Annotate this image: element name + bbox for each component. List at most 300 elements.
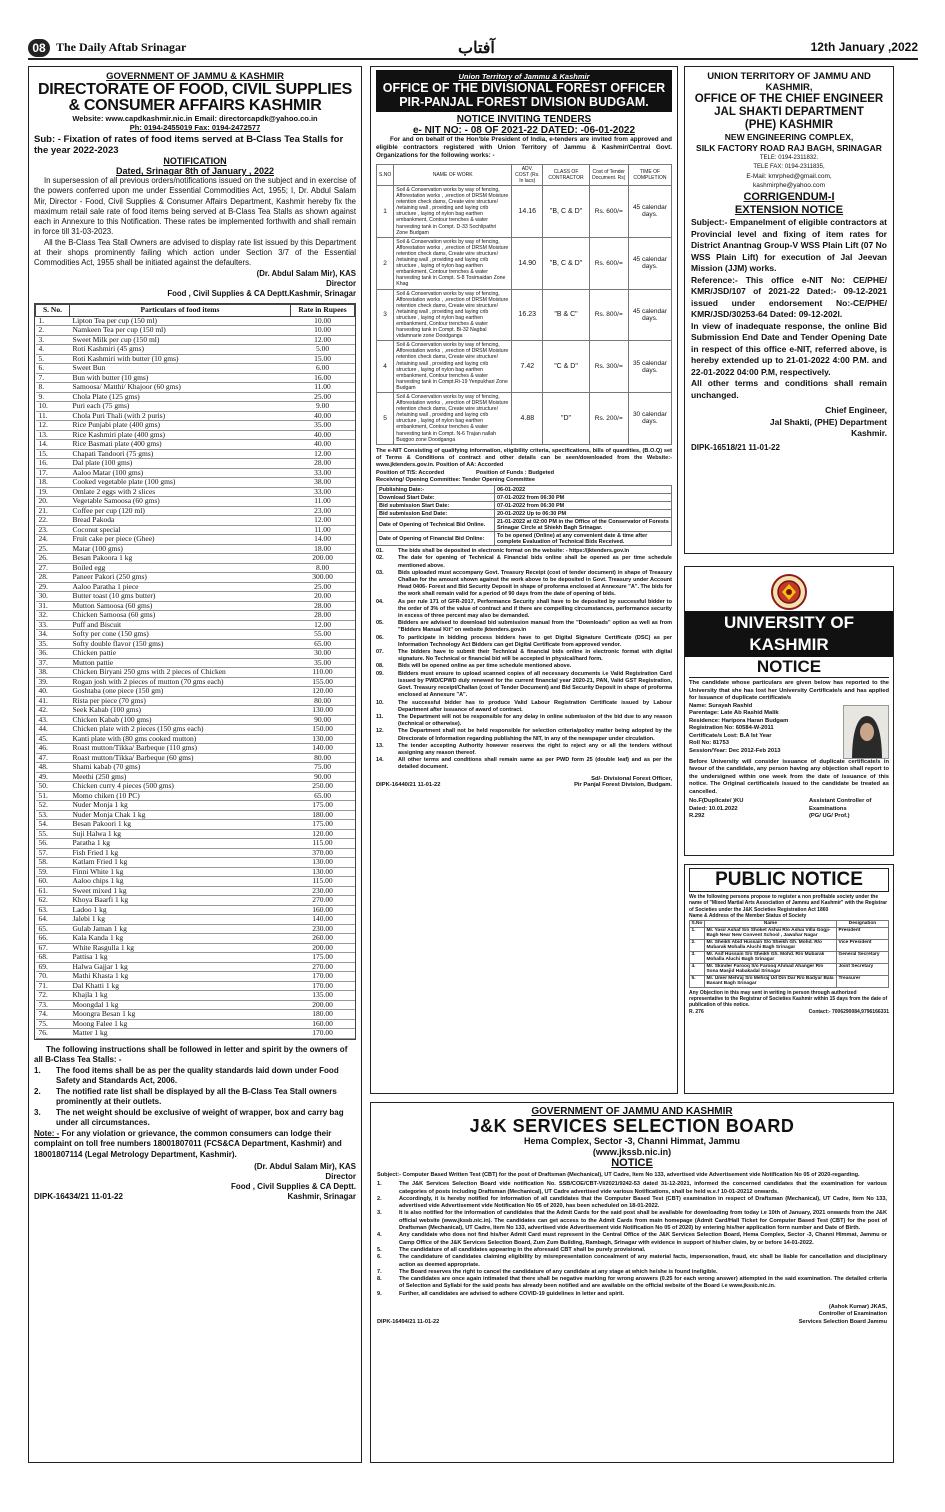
item-sno: 67. <box>36 943 70 953</box>
item-rate: 200.00 <box>291 554 355 564</box>
item-name: Chicken pattie <box>70 649 291 659</box>
candidate-field: Residence: Haripora Haran Budgam <box>689 717 789 724</box>
clause-number: 10. <box>376 699 384 706</box>
clause-item <box>376 743 672 757</box>
jkssb-item-text: Accordingly, it is hereby notified for information of all candidates that the Computer Based Test (CBT) examination in respect of Draftsman (Mechanical), UT Cadre, Item No 133, advertised vide Advertisement vide Notification No 05 of 2020, has been scheduled on 18-01-2022. <box>399 1195 887 1210</box>
item-rate: 16.00 <box>291 373 355 383</box>
jkssb-item-text: The J&K Services Selection Board vide notification No. SSB/COE/CBT-VI/2021/9242-53 dated 31-12-2021, informed the concerned candidates that the examination for various categories of posts including Draftsman (Mechanical), UT Cadre advertised vide various Notifications, shall be held w.e.f 10-01-20212 onwards. <box>399 1181 887 1195</box>
university-notice-heading: NOTICE <box>689 657 889 678</box>
jkssb-title: J&K SERVICES SELECTION BOARD <box>469 1116 795 1136</box>
item-rate: 25.00 <box>291 582 355 592</box>
item-name: Rice Punjabi plate (400 gms) <box>70 421 291 431</box>
tender-cell: "B & C" <box>543 289 589 341</box>
item-name: Chicken Samoosa (60 gms) <box>70 611 291 621</box>
phe-line2: OFFICE OF THE CHIEF ENGINEER <box>694 93 884 105</box>
item-name: Boiled egg <box>70 563 291 573</box>
phe-email2: kashmirphe@yahoo.com <box>753 182 825 189</box>
tender-col-header: NAME OF WORK <box>394 165 512 186</box>
table-row <box>36 402 355 412</box>
clause-number: 01. <box>376 548 384 555</box>
forest-dipk: DIPK-16440/21 11-01-22 <box>376 781 441 788</box>
item-sno: 30. <box>36 592 70 602</box>
item-sno: 50. <box>36 782 70 792</box>
table-row <box>36 649 355 659</box>
item-sno: 65. <box>36 924 70 934</box>
tender-cell: 4.88 <box>512 393 543 445</box>
jkssb-item-number: 3. <box>377 1210 382 1217</box>
item-sno: 66. <box>36 934 70 944</box>
table-row <box>36 383 355 393</box>
item-sno: 61. <box>36 886 70 896</box>
public-notice-intro: We the following persons propose to register a non profitable society under the name of "Mixed Martial Arts Association of Jammu and Kashmir" with the Registrar of Societies under the J&K Societies Registration Act 1860 <box>689 894 888 913</box>
item-name: Bread Pakoda <box>70 516 291 526</box>
tender-cell: "D" <box>543 393 589 445</box>
table-row <box>36 1010 355 1020</box>
item-name: Roti Kashmiri with butter (10 gms) <box>70 354 291 364</box>
jkssb-notice-heading: NOTICE <box>611 1157 653 1169</box>
item-sno: 42. <box>36 706 70 716</box>
food-rate-table <box>34 303 356 1040</box>
phe-subject: Subject:- Empanelment of eligible contractors at Provincial level and fixing of item rates for District Anantnag Group-V WSS Plain Lift (07 No WSS Plain Lift) for execution of Jal Jeevan Mission (JJM) works. <box>691 217 887 273</box>
item-sno: 52. <box>36 801 70 811</box>
item-rate: 80.00 <box>291 753 355 763</box>
tender-cell: 4 <box>377 341 394 393</box>
public-notice-advertisement <box>684 864 894 1094</box>
item-rate: 28.00 <box>291 611 355 621</box>
candidate-field: Parentage: Late Ab Rashid Malik <box>689 710 779 716</box>
tender-cell: Soil & Conservation works by way of fencing, Afforestation works , ,erection of DRSM Moisture retention check dams, Create wire structure/ /retaining wall , providing and laying crib structure , laying of nylon bag earthen embankment, Contour trenches & water harvesting tank in Compt. S-8 Tosimaidan Zone Khag <box>394 237 512 289</box>
table-row <box>36 620 355 630</box>
table-row <box>36 1000 355 1010</box>
uok-sig2: Examinations <box>809 805 847 812</box>
item-rate: 55.00 <box>291 630 355 640</box>
item-sno: 6. <box>36 364 70 374</box>
jkssb-item-number: 5. <box>377 1246 382 1253</box>
subject: Sub: - Fixation of rates of food items served at B-Class Tea Stalls for the year 2022-2023 <box>34 134 344 156</box>
table-row <box>36 601 355 611</box>
tender-cell: 45 calendar days. <box>628 237 671 289</box>
jkssb-item <box>377 1232 887 1247</box>
para-display: All the B-Class Tea Stall Owners are advised to display rate list issued by this Department at their shops prominently failing which action under Section 3/7 of the Essential Commodities Act, 1955 shall be initiated against the defaulters. <box>34 237 356 268</box>
table-row <box>36 981 355 991</box>
candidate-field: Session/Year: Dec 2012-Feb 2013 <box>689 747 781 754</box>
jkssb-item <box>377 1254 887 1269</box>
clause-item <box>376 663 672 670</box>
clause-item <box>376 700 672 714</box>
item-sno: 55. <box>36 829 70 839</box>
table-row <box>36 373 355 383</box>
date-value: 21-01-2022 at 02:00 PM in the Office of the Conservator of Forests Srinagar Circle at Shiekh Bagh Srinagar. <box>495 518 672 532</box>
table-row <box>377 237 672 289</box>
member-cell: General Secretary <box>837 951 889 963</box>
item-rate: 30.00 <box>291 649 355 659</box>
item-sno: 28. <box>36 573 70 583</box>
signatory-designation: Director <box>326 278 356 288</box>
place: Kashmir, Srinagar <box>287 1192 356 1202</box>
item-rate: 25.00 <box>291 392 355 402</box>
table-row <box>36 848 355 858</box>
item-name: Bun with butter (10 gms) <box>70 373 291 383</box>
public-notice-title: PUBLIC NOTICE <box>689 868 889 892</box>
tender-cell: Rs. 800/= <box>589 289 628 341</box>
item-name: Seek Kabab (100 gms) <box>70 706 291 716</box>
phe-line3: JAL SHAKTI DEPARTMENT <box>714 106 864 118</box>
tender-col-header: Cost of Tender Document. Rs) <box>589 165 628 186</box>
table-row <box>36 839 355 849</box>
clause-number: 04. <box>376 598 384 605</box>
dfo-sig-2: Pir Panjal Forest Division, Budgam. <box>574 781 672 788</box>
signatory-dept: Food , Civil Supplies & CA Deptt.Kashmir, Srinagar <box>167 289 356 299</box>
university-title: UNIVERSITY OF KASHMIR <box>685 611 893 657</box>
item-sno: 44. <box>36 725 70 735</box>
item-name: Sweet Milk per cup (150 ml) <box>70 335 291 345</box>
table-row <box>36 810 355 820</box>
table-row <box>36 953 355 963</box>
issue-date: 12th January ,2022 <box>810 40 918 54</box>
item-sno: 24. <box>36 535 70 545</box>
table-row <box>36 677 355 687</box>
item-rate: 260.00 <box>291 934 355 944</box>
clause-text: The successful bidder has to produce Valid Labour Registration Certificate issued by Labour Department after issuance of award of contract. <box>398 699 672 713</box>
table-row <box>36 411 355 421</box>
position-funds: Position of Funds : Budgeted <box>476 469 554 476</box>
table-row <box>36 905 355 915</box>
table-row <box>36 316 355 326</box>
works-table <box>376 164 672 445</box>
item-name: Rice Basmati plate (400 gms) <box>70 440 291 450</box>
item-sno: 12. <box>36 421 70 431</box>
jkssb-item <box>377 1196 887 1211</box>
jkssb-sig1: (Ashok Kumar) JKAS, <box>828 1304 887 1311</box>
table-row <box>377 341 672 393</box>
item-name: Paneer Pakori (250 gms) <box>70 573 291 583</box>
table-row <box>36 991 355 1001</box>
clause-item <box>376 728 672 742</box>
clause-item <box>376 649 672 663</box>
item-rate: 23.00 <box>291 506 355 516</box>
clause-number: 12. <box>376 728 384 735</box>
phe-extension-text: In view of inadequate response, the online Bid Submission End Date and Tender Opening Date in respect of this office e-NIT, referred above, is hereby extended up to 21-01-2022 4:00 P.M. and 22-01-2022 04:00 P.M, respectively. <box>691 320 887 377</box>
table-row <box>36 525 355 535</box>
note <box>34 1129 356 1161</box>
item-name: Aaloo chips 1 kg <box>70 877 291 887</box>
jkssb-item-number: 1. <box>377 1181 382 1188</box>
table-row <box>36 1029 355 1039</box>
item-sno: 40. <box>36 687 70 697</box>
candidate-particulars <box>689 703 843 759</box>
item-rate: 65.00 <box>291 639 355 649</box>
item-sno: 59. <box>36 867 70 877</box>
item-rate: 160.00 <box>291 1019 355 1029</box>
table-row <box>36 753 355 763</box>
item-rate: 6.00 <box>291 364 355 374</box>
clause-text: The tender accepting Authority however reserves the right to reject any or all the tenders without assigning any reason thereof. <box>398 742 672 756</box>
item-sno: 72. <box>36 991 70 1001</box>
item-name: Samoosa/ Matthi/ Khajoor (60 gms) <box>70 383 291 393</box>
table-row <box>36 563 355 573</box>
date-label: Bid submission End Date: <box>377 510 495 518</box>
item-rate: 8.00 <box>291 563 355 573</box>
uok-r: R.292 <box>689 813 705 819</box>
jkssb-item-number: 6. <box>377 1254 382 1261</box>
item-sno: 20. <box>36 497 70 507</box>
clause-number: 07. <box>376 649 384 656</box>
item-rate: 120.00 <box>291 687 355 697</box>
item-rate: 230.00 <box>291 886 355 896</box>
item-name: Momo chiken (10 PC) <box>70 791 291 801</box>
jkssb-item-text: The candidature of candidates claiming eligibility by misrepresentation concealment of any material facts, impersonation, fraud, etc shall be liable for cancellation and disciplinary action as deemed appropriate. <box>399 1254 887 1268</box>
tender-cell: 45 calendar days. <box>628 186 671 238</box>
item-sno: 47. <box>36 753 70 763</box>
uok-no: No.F(Duplicate/ )KU <box>689 798 744 804</box>
tender-cell: 1 <box>377 186 394 238</box>
clause-item <box>376 555 672 569</box>
table-row <box>36 858 355 868</box>
university-notice-body <box>685 678 893 823</box>
item-rate: 110.00 <box>291 668 355 678</box>
dipk-number: DIPK-16434/21 11-01-22 <box>34 1192 123 1202</box>
member-cell: 2. <box>690 939 705 951</box>
item-name: Ladoo 1 kg <box>70 905 291 915</box>
office-title-1: OFFICE OF THE DIVISIONAL FOREST OFFICER <box>382 81 666 95</box>
item-name: Matar (100 gms) <box>70 544 291 554</box>
item-rate: 175.00 <box>291 953 355 963</box>
table-row <box>36 972 355 982</box>
phe-sig3: Kashmir. <box>851 428 887 438</box>
item-rate: 160.00 <box>291 905 355 915</box>
clause-text: The bids shall be deposited in electronic format on the website: - https://jktenders.gov.in <box>398 548 630 555</box>
clause-text: Bidders must ensure to upload scanned copies of all necessary documents i.e Valid Registration Card issued by PWD/CPWD duly renewed for the current financial year 2020-21, PAN, Valid GST Registration, Govt. Treasury receipt/Challan (cost of Tender Document) and Bid Security Deposit in shape of proforma enclosed at Annexure "A". <box>398 670 672 699</box>
item-rate: 90.00 <box>291 772 355 782</box>
item-rate: 140.00 <box>291 744 355 754</box>
item-sno: 15. <box>36 449 70 459</box>
table-row <box>36 326 355 336</box>
nit-number: e- NIT NO: - 08 OF 2021-22 DATED: -06-01-2022 <box>412 125 636 136</box>
member-cell: 3. <box>690 951 705 963</box>
item-rate: 35.00 <box>291 421 355 431</box>
table-row <box>36 687 355 697</box>
item-rate: 9.00 <box>291 402 355 412</box>
table-row <box>36 668 355 678</box>
public-notice-footer: Any Objection in this may sent in writing in person through authorized representative to the Registrar of Societies Kashmir within 15 days from the date of publication of this notice. <box>689 989 888 1009</box>
tender-intro: For and on behalf of the Hon'ble President of India, e-tenders are invited from approved and eligible contractors registered with Union Territory of Jammu & Kashmir/Central Govt. Organizations for the following works: - <box>376 136 672 159</box>
page-number-badge: 08 <box>28 39 50 57</box>
item-sno: 11. <box>36 411 70 421</box>
item-rate: 180.00 <box>291 1010 355 1020</box>
tender-cell: Soil & Conservation works by way of fencing, Afforestation works , ,erection of DRSM Moisture retention check dams, Create wire structure/ /retaining wall , providing and laying crib structure , laying of nylon bag earthen embankment, Contour trenches & water harvesting tank in Compt. D-33 Sochlipathri Zone Budgam <box>394 186 512 238</box>
item-sno: 58. <box>36 858 70 868</box>
clause-item <box>376 548 672 555</box>
nit-heading: NOTICE INVITING TENDERS <box>456 114 592 125</box>
item-sno: 51. <box>36 791 70 801</box>
table-row <box>36 459 355 469</box>
table-row <box>36 630 355 640</box>
item-name: Chicken plate with 2 pieces (150 gms each) <box>70 725 291 735</box>
table-row <box>36 734 355 744</box>
item-sno: 43. <box>36 715 70 725</box>
jkssb-item-number: 9. <box>377 1290 382 1297</box>
clause-item <box>376 570 672 599</box>
item-name: Moongra Besan 1 kg <box>70 1010 291 1020</box>
item-sno: 54. <box>36 820 70 830</box>
tender-col-header: S.NO <box>377 165 394 186</box>
table-row <box>377 518 672 532</box>
item-sno: 2. <box>36 326 70 336</box>
tender-cell: "B, C & D" <box>543 186 589 238</box>
jkssb-item-text: The candidates are once again intimated that there shall be negative marking for wrong answers (0.25 for each wrong answer) attempted in the said examination. The detailed criteria of Selection and Syllabi for the said posts has already been notified and are available on the official website of the Board i.e www.jkssb.nic.in. <box>399 1276 887 1290</box>
instruction-number: 3. <box>34 1107 41 1117</box>
jkssb-item-text: The Board reserves the right to cancel the candidature of any candidate at any stage at which he/she is found ineligible. <box>399 1268 718 1275</box>
item-sno: 39. <box>36 677 70 687</box>
table-row <box>36 468 355 478</box>
item-name: Gulab Jaman 1 kg <box>70 924 291 934</box>
table-row <box>36 639 355 649</box>
clause-item <box>376 599 672 621</box>
table-row <box>36 934 355 944</box>
date-value: 20-01-2022 Up to 06:30 PM <box>495 510 672 518</box>
table-row <box>36 335 355 345</box>
sig-bottom-dept: Food , Civil Supplies & CA Deptt. <box>230 1182 356 1192</box>
item-name: Suji Halwa 1 kg <box>70 829 291 839</box>
item-name: Halwa Gajjar 1 kg <box>70 962 291 972</box>
phe-fax: TELE FAX: 0194-2311835, <box>753 164 825 170</box>
item-name: Meethi (250 gms) <box>70 772 291 782</box>
phe-corrigendum-advertisement <box>684 66 894 554</box>
item-rate: 175.00 <box>291 801 355 811</box>
clause-item <box>376 714 672 728</box>
university-notice-advertisement <box>684 566 894 856</box>
item-rate: 200.00 <box>291 1000 355 1010</box>
item-rate: 170.00 <box>291 1029 355 1039</box>
item-rate: 180.00 <box>291 810 355 820</box>
note-text: For any violation or grievance, the common consumers can lodge their complaint on toll free numbers 18001807011 (FCS&CA Department, Kashmir) and 18001807114 (Legal Metrology Department, Kashmir). <box>34 1128 342 1159</box>
jkssb-notice-advertisement <box>370 1102 894 1463</box>
jkssb-item-text: Further, all candidates are advised to adhere COVID-19 guidelines in letter and spirit. <box>399 1290 625 1297</box>
jkssb-footer <box>377 1319 887 1326</box>
date-label: Publishing Date:- <box>377 486 495 494</box>
table-row <box>36 915 355 925</box>
item-name: Aaloo Matar (100 gms) <box>70 468 291 478</box>
clause-text: The Department will not be responsible for any delay in online submission of the bid due to any reason (technical or otherwise). <box>398 713 672 728</box>
item-name: Kanti plate with (80 gms cooked mutton) <box>70 734 291 744</box>
item-sno: 22. <box>36 516 70 526</box>
jkssb-item-number: 7. <box>377 1268 382 1275</box>
item-name: Vegetable Samoosa (60 gms) <box>70 497 291 507</box>
clause-number: 02. <box>376 555 384 562</box>
table-row <box>36 392 355 402</box>
clause-number: 13. <box>376 742 384 749</box>
item-rate: 140.00 <box>291 915 355 925</box>
table-row <box>36 924 355 934</box>
receiving-committee: Receiving/ Opening Committee: Tender Opening Committee <box>376 476 536 483</box>
item-sno: 25. <box>36 544 70 554</box>
jkssb-website: (www.jkssb.nic.in) <box>592 1146 672 1157</box>
date-label: Date of Opening of Technical Bid Online. <box>377 518 495 532</box>
item-rate: 130.00 <box>291 858 355 868</box>
table-row <box>36 487 355 497</box>
jkssb-subject: Subject:- Computer Based Written Test (CBT) for the post of Draftsman (Mechanical), UT Cadre, Item No 133, advertised vide Advertisement vide Notification No 05 of 2020-regarding. <box>377 1172 860 1178</box>
member-cell: Mr. Sheikh Abid Hussain S/o Sheikh Gh. Mohd. R/o Mubarak Mohalla Aluchi Bagh Srinagar <box>704 939 836 951</box>
table-row <box>36 820 355 830</box>
item-sno: 48. <box>36 763 70 773</box>
item-name: Chola Plate (125 gms) <box>70 392 291 402</box>
member-cell: 5. <box>690 975 705 987</box>
uok-intro: The candidate whose particulars are given below has reported to the University that she has lost her University Certificate/s and has applied for issuance of duplicate certificate/s <box>689 680 889 701</box>
member-col-header: Designation <box>837 920 889 927</box>
table-row <box>377 486 672 494</box>
tender-col-header: CLASS OF CONTRACTOR <box>543 165 589 186</box>
item-name: Khajla 1 kg <box>70 991 291 1001</box>
table-row <box>377 532 672 546</box>
public-notice-sub: Name & Address of the Member Status of Society <box>689 913 807 920</box>
extension-heading: EXTENSION NOTICE <box>734 204 844 216</box>
item-sno: 18. <box>36 478 70 488</box>
item-rate: 90.00 <box>291 715 355 725</box>
table-row <box>36 782 355 792</box>
food-rates-advertisement <box>28 66 362 1463</box>
table-row <box>377 510 672 518</box>
item-rate: 370.00 <box>291 848 355 858</box>
jkssb-item <box>377 1247 887 1254</box>
item-name: Sweet mixed 1 kg <box>70 886 291 896</box>
table-row <box>377 393 672 445</box>
item-rate: 200.00 <box>291 943 355 953</box>
candidate-field: Name: Surayah Rashid <box>689 702 753 709</box>
clause-text: Bids will be opened online as per time schedule mentioned above. <box>398 663 572 670</box>
university-seal-icon <box>770 573 808 611</box>
table-row <box>36 877 355 887</box>
item-sno: 60. <box>36 877 70 887</box>
item-name: Moong Falee 1 kg <box>70 1019 291 1029</box>
item-rate: 28.00 <box>291 601 355 611</box>
item-name: White Rasgulla 1 kg <box>70 943 291 953</box>
item-sno: 49. <box>36 772 70 782</box>
member-cell: Mr. Umer Mehraj S/o Mehraj Ud Din Dar R/o Badyar Bala Basant Bagh Srinagar <box>704 975 836 987</box>
forest-footer <box>376 782 672 788</box>
table-row <box>36 421 355 431</box>
instruction-text: The food items shall be as per the quality standards laid down under Food Safety and Standards Act, 2006. <box>56 1065 339 1086</box>
item-rate: 40.00 <box>291 440 355 450</box>
item-sno: 3. <box>36 335 70 345</box>
item-sno: 17. <box>36 468 70 478</box>
item-sno: 69. <box>36 962 70 972</box>
members-table <box>689 920 889 988</box>
item-sno: 8. <box>36 383 70 393</box>
item-name: Rista per piece (70 gms) <box>70 696 291 706</box>
clause-number: 08. <box>376 663 384 670</box>
item-name: Roti Kashmiri (45 gms) <box>70 345 291 355</box>
item-name: Fish Fried 1 kg <box>70 848 291 858</box>
item-name: Roast mutton/Tikka/ Barbeque (110 gms) <box>70 744 291 754</box>
table-row <box>36 544 355 554</box>
item-rate: 150.00 <box>291 725 355 735</box>
instruction-item <box>34 1066 356 1087</box>
table-row <box>36 886 355 896</box>
tender-cell: 35 calendar days. <box>628 341 671 393</box>
table-row <box>36 744 355 754</box>
tender-cell: 5 <box>377 393 394 445</box>
item-name: Nuder Monja 1 kg <box>70 801 291 811</box>
table-row <box>36 516 355 526</box>
forest-banner <box>376 70 672 112</box>
tender-cell: 16.23 <box>512 289 543 341</box>
table-row <box>377 502 672 510</box>
jkssb-item <box>377 1276 887 1291</box>
date-value: To be opened (Online) at any convenient date & time after complete Evaluation of Technical Bids Received. <box>495 532 672 546</box>
clause-number: 06. <box>376 634 384 641</box>
phe-tel: TELE: 0194-2311832. <box>759 155 819 161</box>
table-row <box>36 430 355 440</box>
